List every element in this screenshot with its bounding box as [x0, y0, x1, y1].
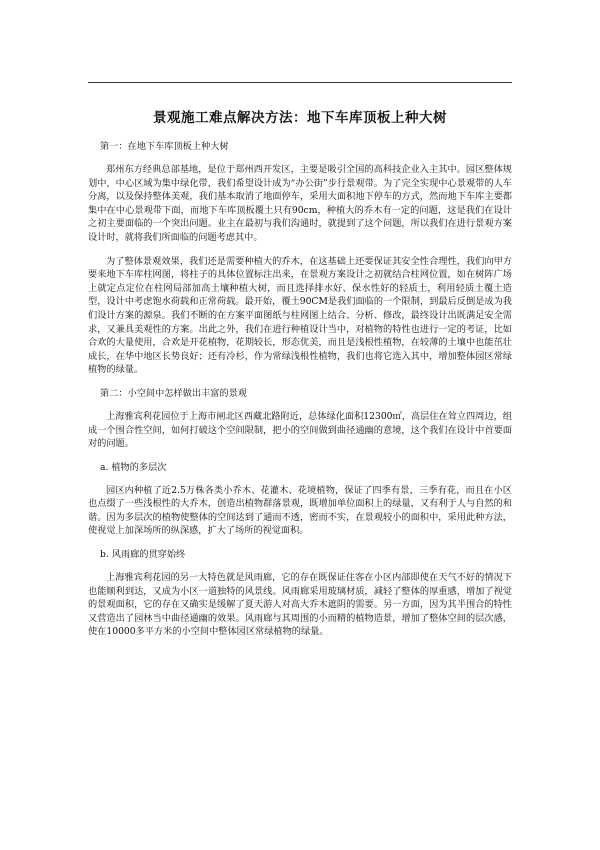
header-rule — [88, 82, 512, 83]
paragraph: 上海雅宾利花园的另一大特色就是风雨廊，它的存在既保证住客在小区内部即使在天气不好的情况下也能顺利到达，又成为小区一道独特的风景线。风雨廊采用玻璃材质，减轻了整体的厚重感，增加了视觉的景观面积，它的存在又确实是缓解了夏天游人对高大乔木遮阴的需要。另一方面，因为其半围合的特性又营造出了园林当中曲径通幽的效果。风雨廊与其周围的小而精的植物造景，增加了整体空间的层次感，使在10000多平方米的小空间中整体园区常绿植物的绿量。 — [88, 572, 512, 638]
subheading-b: b. 风雨廊的贯穿始终 — [100, 549, 186, 561]
document-body — [88, 106, 512, 648]
paragraph: 上海雅宾利花园位于上海市闸北区西藏北路附近，总体绿化面积12300㎡，高层住在耸立四周边，组成一个围合性空间，如何打破这个空间限制，把小的空间做到曲径通幽的意境，这个我们在设计中首要面对的问题。 — [88, 410, 512, 450]
paragraph: 园区内种植了近2.5万株各类小乔木、花灌木、花境植物，保证了四季有景，三季有花，而且在小区也点缀了一些浅根性的大乔木，创造出植物群落景观，既增加单位面积上的绿量，又有利于人与自然的和谐。因为多层次的植物使整体的空间达到了通而不透，密而不实，在景观较小的面积中，采用此种方法，使视觉上加深场所的纵深感，扩大了场所的视觉面积。 — [88, 484, 512, 537]
section-heading-1: 第一：在地下车库顶板上种大树 — [100, 141, 229, 152]
paragraph: 为了整体景观效果，我们还是需要种植大的乔木，在这基础上还要保证其安全性合理性，我们向甲方要来地下车库柱网图，将柱子的具体位置标注出来，在景观方案设计之初就结合柱网位置，如在树阵广场上就定点定位在柱网局部加高土壤种植大树，而且选择排水好、保水性好的轻质土，利用轻质土覆土造型，设计中考虑饱水荷载和正常荷载。最开始，覆土90CM是我们面临的一个限制，到最后反倒是成为我们设计方案的源泉。我们不断的在方案平面图纸与柱网图上结合、分析、修改，最终设计出既满足安全需求，又兼具美观性的方案。出此之外，我们在进行种植设计当中，对植物的特性也进行一定的考证，比如合欢的大量使用，合欢是开花植物，花期较长，形态优美，而且是浅根性植物，在较薄的土壤中也能茁壮成长，在华中地区长势良好；还有冷杉，作为常绿浅根性植物，我们也将它选入其中，增加整体园区常绿植物的绿量。 — [88, 255, 512, 376]
subheading-a: a. 植物的多层次 — [100, 461, 167, 473]
document-title: 景观施工难点解决方法：地下车库顶板上种大树 — [153, 110, 447, 126]
paragraph: 郑州东方经典总部基地，是位于郑州西开发区，主要是吸引全国的高科技企业入主其中。园区整体规划中，中心区域为集中绿化带，我们希望设计成为“办公街”步行景观带。为了完全实现中心景观带的人车分离，以及保持整体美观，我们基本取消了地面停车，采用大面积地下停车的方式，然而地下车库主要都集中在中心景观带下面，而地下车库顶板覆土只有90cm，种植大的乔木有一定的问题，这是我们在设计之初主要面临的一个突出问题。业主在最初与我们沟通时，就提到了这个问题，所以我们在进行景观方案设计时，就将我们所面临的问题考虑其中。 — [88, 164, 512, 243]
section-heading-2: 第二：小空间中怎样做出丰富的景观 — [100, 387, 247, 399]
